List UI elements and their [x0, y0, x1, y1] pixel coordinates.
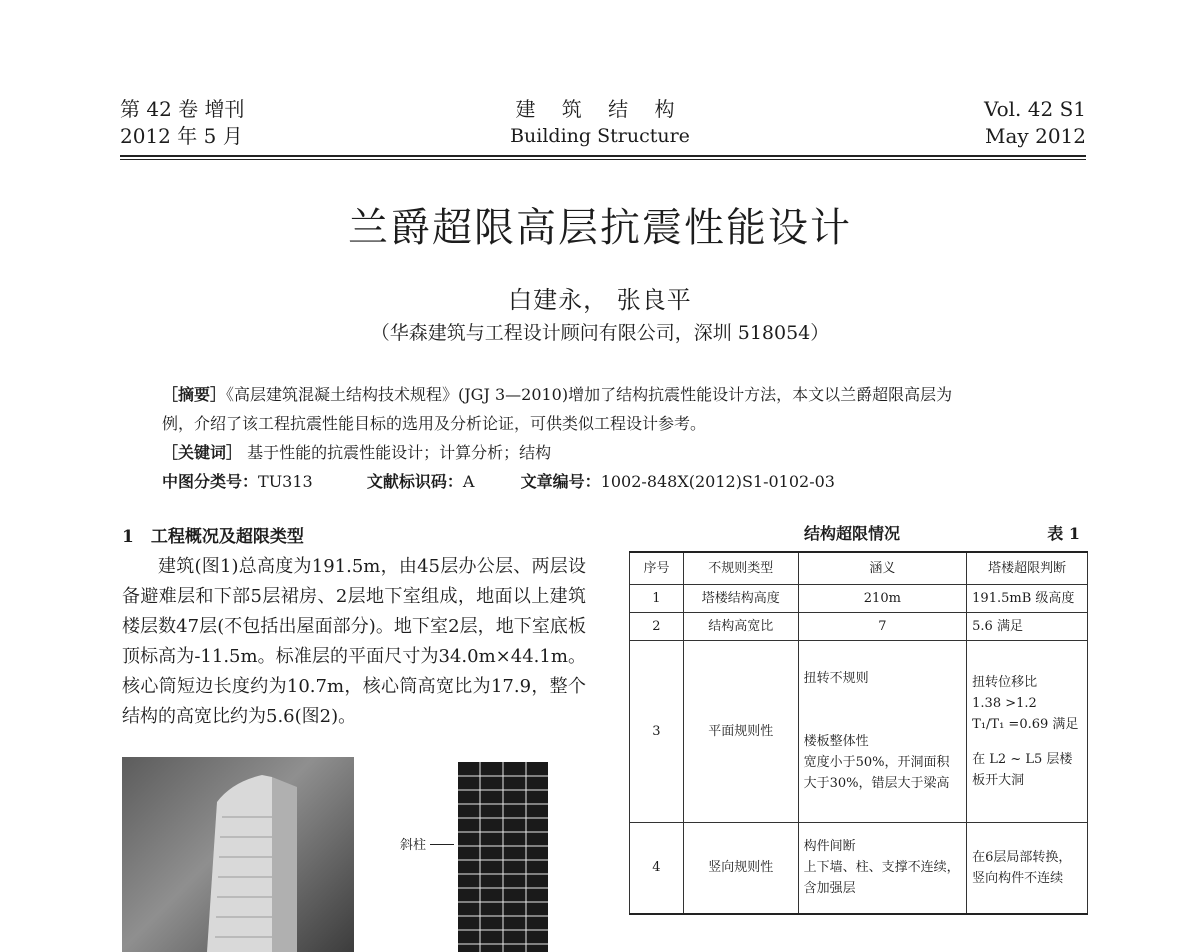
cell-line: 1.38 >1.2 [972, 695, 1037, 711]
header-rule-top [120, 155, 1086, 157]
building-rendering-image [122, 757, 354, 952]
header-rule-bottom [120, 159, 1086, 160]
table-cell: 5.6 满足 [967, 612, 1088, 640]
table-cell [967, 640, 1088, 822]
article-no-label: 文章编号： [520, 472, 601, 491]
abstract-text-1: 《高层建筑混凝土结构技术规程》(JGJ 3—2010)增加了结构抗震性能设计方法，本文以兰爵超限高层为 [226, 385, 953, 404]
abstract-label: ［摘要］ [162, 385, 227, 404]
tower-facade-icon [122, 757, 354, 952]
journal-date-en: May 2012 [985, 124, 1086, 148]
inclined-column-leader [430, 844, 454, 845]
cell-line: 楼板整体性 [803, 734, 869, 749]
journal-vol-en: Vol. 42 S1 [984, 97, 1086, 121]
journal-name-en: Building Structure [510, 125, 690, 147]
table-header-cell: 不规则类型 [683, 552, 798, 584]
table-cell: 3 [630, 640, 684, 822]
journal-volume: 第 42 卷 增刊 [120, 97, 245, 121]
table-cell: 竖向规则性 [683, 822, 798, 914]
table-cell: 4 [630, 822, 684, 914]
doc-code-label: 文献标识码： [366, 472, 463, 491]
journal-date: 2012 年 5 月 [120, 124, 243, 148]
section-paragraph: 建筑(图1)总高度为191.5m，由45层办公层、两层设备避难层和下部5层裙房、2层地下室组成，地面以上建筑楼层数47层(不包括出屋面部分)。地下室2层，地下室底板顶标高为-11.5m。标准层的平面尺寸为34.0m×44.1m。核心筒短边长度约为10.7m，核心筒高宽比为17.9，整个结构的高宽比约为5.6(图2)。 [122, 556, 586, 727]
table-cell [798, 822, 967, 914]
paper-authors: 白建永， 张良平 [508, 286, 692, 314]
clc-label: 中图分类号： [162, 472, 259, 491]
cell-line: 在 L2 ~ L5 层楼板开大洞 [972, 751, 1073, 788]
table-cell: 7 [798, 612, 967, 640]
clc-value: TU313 [258, 472, 313, 491]
cell-line: 上下墙、柱、支撑不连续，含加强层 [803, 860, 960, 897]
table-header-cell: 涵义 [798, 552, 967, 584]
table-irregularities [629, 551, 1088, 915]
doc-code-value: A [462, 472, 475, 491]
table-cell: 在6层局部转换，竖向构件不连续 [967, 822, 1088, 914]
inclined-column-text: 斜柱 [400, 838, 427, 853]
article-no-value: 1002-848X(2012)S1-0102-03 [600, 472, 835, 491]
cell-line: 宽度小于50%，开洞面积大于30%，错层大于梁高 [803, 755, 950, 791]
inclined-column-label [400, 834, 426, 853]
structural-model-image [452, 762, 554, 952]
cell-line: 构件间断 [803, 839, 856, 855]
table-cell: 塔楼结构高度 [683, 584, 798, 612]
table-row [630, 640, 1088, 822]
abstract-text-2: 例，介绍了该工程抗震性能目标的选用及分析论证，可供类似工程设计参考。 [162, 414, 707, 433]
cell-line: 扭转位移比 [972, 674, 1038, 690]
structure-frame-icon [452, 762, 554, 952]
table-cell: 2 [630, 612, 684, 640]
table-cell: 191.5mB 级高度 [967, 584, 1088, 612]
cell-line: T₁/T₁ =0.69 满足 [972, 716, 1079, 732]
table-title: 结构超限情况 [804, 524, 901, 543]
paper-title: 兰爵超限高层抗震性能设计 [348, 205, 852, 251]
table-cell: 210m [798, 584, 967, 612]
cell-line: 扭转不规则 [803, 671, 869, 686]
table-cell [798, 640, 967, 822]
abstract [162, 380, 1062, 496]
table-header-cell: 塔楼超限判断 [967, 552, 1088, 584]
table-number: 表 1 [1047, 524, 1080, 543]
table-cell: 平面规则性 [683, 640, 798, 822]
journal-name-cn: 建 筑 结 构 [515, 97, 685, 121]
table-cell: 1 [630, 584, 684, 612]
section-body [122, 552, 586, 732]
table-row [630, 584, 1088, 612]
table-header-cell: 序号 [630, 552, 684, 584]
table-header-row [630, 552, 1088, 584]
table-row [630, 612, 1088, 640]
keywords-text: 基于性能的抗震性能设计；计算分析；结构 [247, 443, 552, 462]
keywords-label: ［关键词］ [162, 443, 243, 462]
paper-affiliation: （华森建筑与工程设计顾问有限公司，深圳 518054） [370, 322, 830, 344]
table-row [630, 822, 1088, 914]
table-cell: 结构高宽比 [683, 612, 798, 640]
section-heading: 1 工程概况及超限类型 [122, 527, 304, 547]
